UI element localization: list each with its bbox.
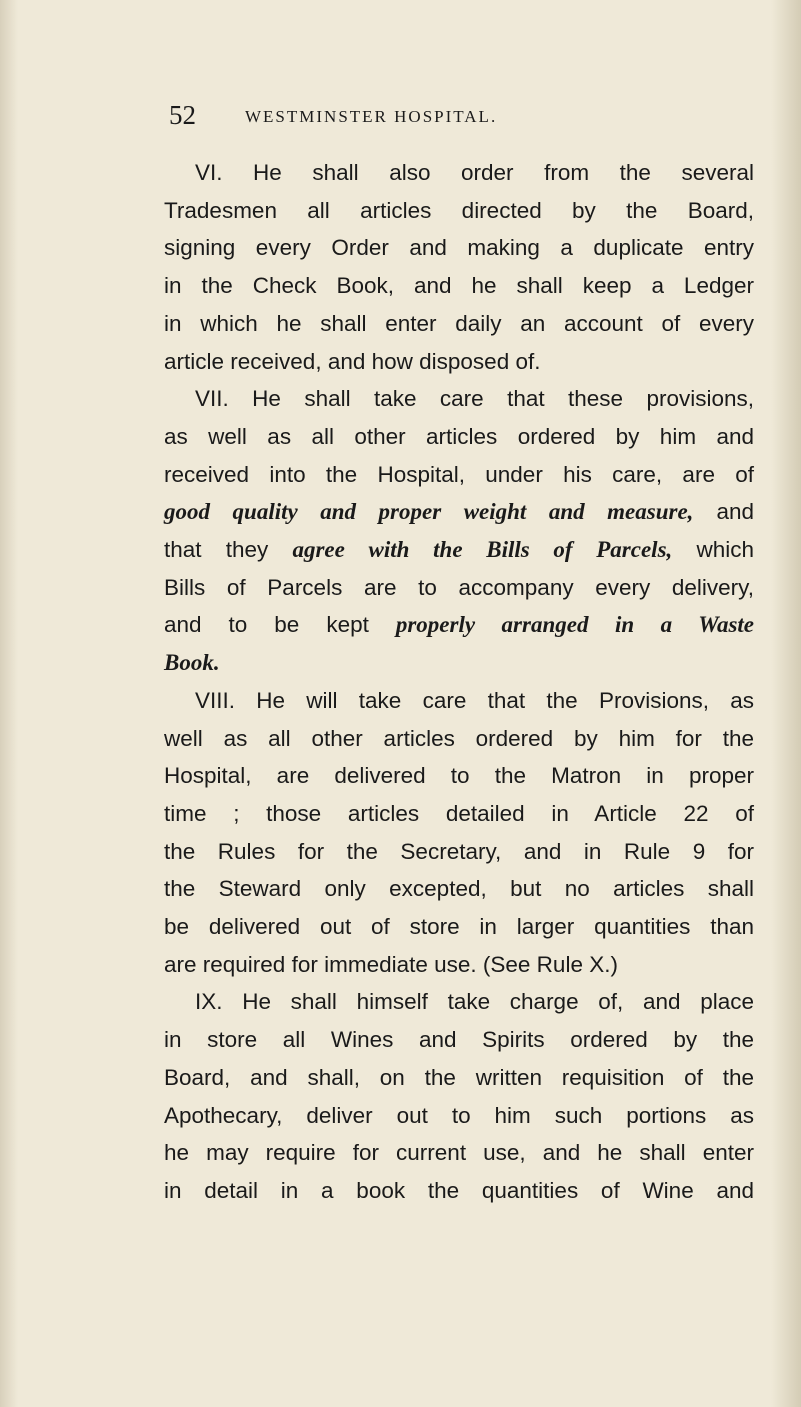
page-number: 52 (169, 100, 196, 130)
text-segment: that they (164, 537, 293, 563)
text-line (164, 305, 754, 343)
text-line (164, 154, 754, 192)
text-line (164, 569, 754, 607)
paragraph (164, 154, 754, 380)
text-segment: signing every Order and making a duplicate entry (164, 235, 754, 261)
text-segment: in detail in a book the quantities of Wine and (164, 1177, 754, 1203)
text-segment: and (693, 499, 754, 525)
page-right-edge-shadow (771, 0, 801, 1407)
text-line (164, 343, 754, 381)
text-line (164, 795, 754, 833)
paragraph (164, 380, 754, 682)
italic-text: properly arranged in a Waste (395, 612, 754, 638)
paragraph (164, 682, 754, 984)
page-left-edge-shadow (0, 0, 18, 1407)
text-line (164, 908, 754, 946)
text-line (164, 720, 754, 758)
text-line (164, 644, 754, 682)
text-line (164, 833, 754, 871)
paragraph (164, 983, 754, 1209)
text-line (164, 418, 754, 456)
italic-text: Book. (164, 650, 220, 676)
text-segment: VI. He shall also order from the several (195, 160, 754, 185)
text-line (164, 682, 754, 720)
text-segment: in the Check Book, and he shall keep a Ledger (164, 273, 754, 299)
text-line (164, 1097, 754, 1135)
text-segment: as well as all other articles ordered by him and (164, 423, 754, 449)
text-segment: Bills of Parcels are to accompany every delivery, (164, 574, 754, 600)
running-head (169, 100, 689, 140)
text-line (164, 229, 754, 267)
text-line (164, 267, 754, 305)
text-segment: Hospital, are delivered to the Matron in proper (164, 763, 754, 789)
text-segment: which (672, 537, 754, 563)
text-segment: Tradesmen all articles directed by the Board, (164, 197, 754, 223)
italic-text: good quality and proper weight and measure, (164, 499, 694, 525)
text-line (164, 493, 754, 531)
text-segment: VII. He shall take care that these provisions, (195, 386, 754, 412)
text-segment: are required for immediate use. (See Rule X.) (164, 951, 618, 977)
text-segment: he may require for current use, and he shall enter (164, 1140, 754, 1166)
text-line (164, 531, 754, 569)
text-segment: article received, and how disposed of. (164, 348, 541, 374)
text-line (164, 1021, 754, 1059)
text-line (164, 870, 754, 908)
text-line (164, 946, 754, 984)
text-line (164, 1172, 754, 1210)
text-segment: VIII. He will take care that the Provisions, as (195, 687, 754, 713)
text-line (164, 1134, 754, 1172)
text-segment: be delivered out of store in larger quantities than (164, 914, 754, 940)
italic-text: agree with the Bills of Parcels, (292, 537, 673, 563)
text-line (164, 983, 754, 1021)
text-line (164, 606, 754, 644)
text-segment: well as all other articles ordered by him for the (164, 725, 754, 751)
text-line (164, 1059, 754, 1097)
text-line (164, 456, 754, 494)
text-segment: in store all Wines and Spirits ordered by the (164, 1027, 754, 1053)
text-line (164, 380, 754, 418)
running-title: WESTMINSTER HOSPITAL. (245, 107, 498, 126)
text-segment: time ; those articles detailed in Article 22 of (164, 800, 754, 826)
text-segment: in which he shall enter daily an account of every (164, 310, 754, 336)
text-segment: and to be kept (164, 612, 396, 638)
text-segment: Board, and shall, on the written requisition of the (164, 1064, 754, 1090)
text-line (164, 757, 754, 795)
text-segment: received into the Hospital, under his care, are of (164, 461, 754, 487)
text-segment: the Rules for the Secretary, and in Rule 9 for (164, 838, 754, 864)
text-line (164, 192, 754, 230)
text-segment: Apothecary, deliver out to him such portions as (164, 1102, 754, 1128)
text-segment: IX. He shall himself take charge of, and place (195, 989, 754, 1015)
text-segment: the Steward only excepted, but no articles shall (164, 876, 754, 902)
body-text (164, 154, 754, 1210)
